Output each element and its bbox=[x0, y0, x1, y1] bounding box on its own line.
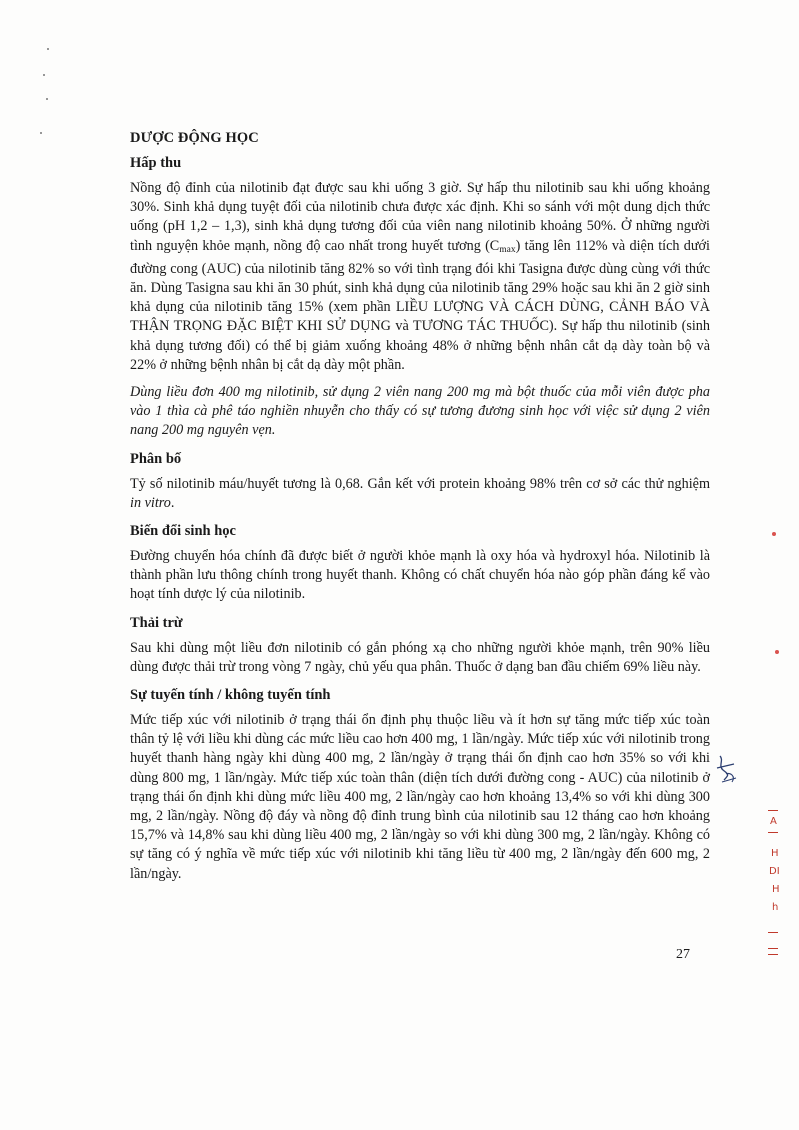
stamp-fragment: h bbox=[772, 902, 779, 913]
stamp-dot bbox=[772, 532, 776, 536]
margin-mark bbox=[40, 132, 42, 134]
stamp-line bbox=[768, 954, 778, 955]
text-run: ) tăng lên 112% và diện tích dưới đường cong (AUC) của nilotinib tăng 82% so với tình trạng đói khi Tasigna được dùng cùng với thức ăn. Dùng Tasigna sau khi ăn 30 phút, sinh khả dụng của nilotinib tăng 29% hoặc sau khi ăn 2 giờ sinh khả dụng của nilotinib tăng 15% (xem phần LIỀU LƯỢNG VÀ CÁCH DÙNG, CẢNH BÁO VÀ THẬN TRỌNG ĐẶC BIỆT KHI SỬ DỤNG và TƯƠNG TÁC THUỐC). Sự hấp thu nilotinib (sinh khả dụng tương đối) có thể bị giảm xuống khoảng 48% ở những bệnh nhân cắt dạ dày toàn bộ và 22% ở những bệnh nhân bị cắt dạ dày một phần. bbox=[130, 237, 710, 373]
section-heading: Phân bố bbox=[130, 450, 182, 467]
section-linearity bbox=[130, 687, 710, 884]
margin-mark bbox=[43, 74, 45, 76]
paragraph bbox=[130, 179, 710, 375]
paragraph: Đường chuyển hóa chính đã được biết ở người khỏe mạnh là oxy hóa và hydroxyl hóa. Nilotinib là thành phần lưu thông chính trong huyết thanh. Không có chất chuyển hóa nào góp phần đáng kể vào hoạt tính dược lý của nilotinib. bbox=[130, 548, 710, 603]
section-heading: Sự tuyến tính / không tuyến tính bbox=[130, 687, 331, 704]
margin-mark bbox=[46, 98, 48, 100]
text-run: Nồng độ đỉnh của nilotinib đạt được sau khi uống 3 giờ. Sự hấp thu nilotinib sau khi uống khoảng 30%. Sinh khả dụng tuyệt đối của nilotinib chưa được xác định. Khi so sánh với một dung dịch thức uống (pH 1,2 – 1,3), sinh khả dụng tương đối của viên nang nilotinib khoảng 50%. Ở những người tình nguyện khỏe mạnh, nồng độ cao nhất trong huyết tương (C bbox=[130, 180, 710, 254]
subscript: max bbox=[499, 244, 516, 255]
section-elimination bbox=[130, 615, 710, 677]
stamp-fragment: H bbox=[771, 848, 779, 859]
stamp-line bbox=[768, 832, 778, 833]
stamp-fragment: A bbox=[770, 816, 777, 827]
page-number: 27 bbox=[676, 947, 690, 962]
text-run: . bbox=[170, 494, 175, 511]
stamp-fragment: DI bbox=[769, 866, 780, 877]
section-heading: Thải trừ bbox=[130, 614, 183, 631]
italic-paragraph: Dùng liều đơn 400 mg nilotinib, sử dụng 2 viên nang 200 mg mà bột thuốc của mỗi viên được pha vào 1 thìa cà phê táo nghiền nhuyễn cho thấy có sự tương đương sinh học với việc sử dụng 2 viên nang 200 mg nguyên vẹn. bbox=[130, 384, 710, 439]
stamp-line bbox=[768, 932, 778, 933]
section-distribution bbox=[130, 451, 710, 513]
stamp-line bbox=[768, 948, 778, 949]
stamp-fragment: H bbox=[772, 884, 780, 895]
section-heading: Biến đổi sinh học bbox=[130, 523, 236, 540]
paragraph: Mức tiếp xúc với nilotinib ở trạng thái ổn định phụ thuộc liều và ít hơn sự tăng mức tiếp xúc toàn thân tỷ lệ với liều khi dùng các mức liều cao hơn 400 mg, 1 lần/ngày. Mức tiếp xúc với nilotinib trong huyết thanh hàng ngày khi dùng 400 mg, 2 lần/ngày ở trạng thái ổn định cao hơn 35% so với khi dùng 800 mg, 1 lần/ngày. Mức tiếp xúc toàn thân (diện tích dưới đường cong - AUC) của nilotinib ở trạng thái ổn định khi dùng mức liều 400 mg, 2 lần/ngày cao hơn khoảng 13,4% so với khi dùng 300 mg, 2 lần/ngày. Nồng độ đáy và nồng độ đỉnh trung bình của nilotinib sau 12 tháng cao hơn khoảng 15,7% và 14,8% sau khi dùng liều 400 mg, 2 lần/ngày so với khi dùng 300 mg, 2 lần/ngày. Không có sự tăng có ý nghĩa về mức tiếp xúc với nilotinib khi tăng liều từ 400 mg, 2 lần/ngày đến 600 mg, 2 lần/ngày. bbox=[130, 712, 710, 882]
stamp-line bbox=[768, 810, 778, 811]
section-title: DƯỢC ĐỘNG HỌC bbox=[130, 130, 259, 146]
paragraph bbox=[130, 475, 710, 513]
italic-term: in vitro bbox=[130, 494, 171, 511]
text-run: Tỷ số nilotinib máu/huyết tương là 0,68. Gắn kết với protein khoảng 98% trên cơ sở các thử nghiệm bbox=[130, 475, 710, 492]
handwritten-initials bbox=[714, 752, 740, 791]
section-biotransformation bbox=[130, 523, 710, 605]
margin-mark bbox=[47, 48, 49, 50]
document-body bbox=[130, 130, 710, 894]
stamp-dot bbox=[775, 650, 779, 654]
paragraph: Sau khi dùng một liều đơn nilotinib có gắn phóng xạ cho những người khỏe mạnh, trên 90% liều dùng được thải trừ trong vòng 7 ngày, chủ yếu qua phân. Thuốc ở dạng ban đầu chiếm 69% liều này. bbox=[130, 639, 710, 675]
section-absorption bbox=[130, 155, 710, 441]
section-heading: Hấp thu bbox=[130, 155, 182, 171]
